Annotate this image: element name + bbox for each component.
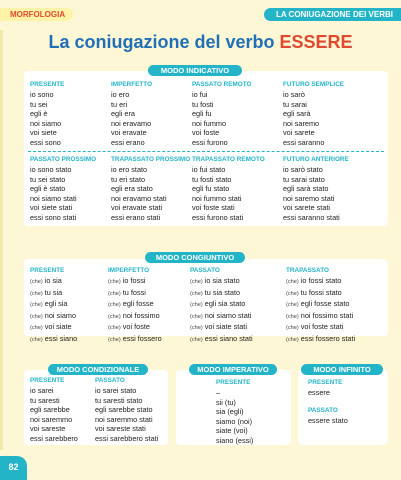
verb-form: essi furono	[192, 137, 228, 147]
verb-form: egli è	[30, 109, 48, 119]
che-prefix: (che)	[286, 336, 299, 343]
conjugation-row	[192, 100, 252, 110]
che-prefix: (che)	[30, 336, 43, 343]
conjugation-row	[111, 100, 152, 110]
verb-form: egli fu stato	[192, 184, 230, 194]
indicativo-simple-col	[111, 80, 152, 148]
verb-form: noi eravamo stati	[111, 193, 167, 203]
che-prefix: (che)	[190, 336, 203, 343]
che-prefix: (che)	[190, 290, 203, 297]
che-prefix: (che)	[190, 302, 203, 309]
verb-form: io sono	[30, 90, 54, 99]
verb-form: tu eri stato	[111, 174, 146, 184]
verb-form: io fossi	[122, 276, 146, 285]
verb-form: voi foste	[122, 322, 150, 332]
che-prefix: (che)	[30, 325, 43, 332]
condizionale-col-heading: PRESENTE	[30, 377, 65, 384]
verb-form: tu eri	[111, 99, 128, 109]
congiuntivo-col-heading: PRESENTE	[30, 267, 65, 274]
conjugation-row	[283, 128, 344, 138]
conjugation-row	[283, 90, 344, 100]
conjugation-row	[30, 128, 64, 138]
conjugation-row	[30, 213, 96, 223]
conjugation-row	[308, 388, 342, 398]
verb-form: noi saremmo stati	[95, 414, 153, 424]
verb-form: noi fossimo stati	[300, 310, 354, 320]
verb-form: noi siamo	[30, 118, 62, 128]
conjugation-row	[192, 90, 252, 100]
verb-form: tu sei stato	[30, 174, 66, 184]
verb-form: voi foste stati	[300, 322, 344, 332]
page-title	[0, 32, 401, 53]
title-prefix: La coniugazione del verbo	[48, 32, 275, 52]
verb-form: noi saremmo	[30, 414, 73, 424]
infinito-label: MODO INFINITO	[301, 364, 383, 375]
conjugation-row	[30, 175, 96, 185]
indicativo-simple-col-heading: PASSATO REMOTO	[192, 81, 252, 88]
congiuntivo-label: MODO CONGIUNTIVO	[145, 252, 245, 263]
conjugation-row	[30, 184, 96, 194]
conjugation-row	[30, 119, 64, 129]
conjugation-row	[283, 194, 349, 204]
conjugation-row	[192, 119, 252, 129]
indicativo-compound-col	[111, 155, 190, 223]
conjugation-row	[286, 334, 355, 346]
verb-form: noi fossimo	[122, 310, 160, 320]
verb-form: essi sarebbero	[30, 433, 78, 443]
conjugation-row	[108, 311, 162, 323]
verb-form: egli fosse	[122, 299, 154, 309]
che-prefix: (che)	[108, 279, 121, 285]
verb-form: essi fossero	[122, 333, 162, 343]
verb-form: noi saremo stati	[283, 193, 335, 203]
page-margin-stripe	[0, 30, 3, 450]
indicativo-compound-col	[192, 155, 265, 223]
verb-form: tu sarai stato	[283, 174, 325, 184]
che-prefix: (che)	[190, 325, 203, 332]
conjugation-row	[30, 334, 77, 346]
verb-form: essi fossero stati	[300, 333, 356, 343]
conjugation-row	[283, 109, 344, 119]
conjugation-row	[30, 386, 78, 396]
imperativo-form: siamo (noi)	[216, 416, 253, 426]
congiuntivo-col	[190, 266, 253, 346]
conjugation-row	[192, 203, 265, 213]
che-prefix: (che)	[190, 313, 203, 320]
conjugation-row	[192, 165, 265, 175]
conjugation-row	[192, 128, 252, 138]
imperativo-label: MODO IMPERATIVO	[189, 364, 277, 375]
conjugation-row	[308, 416, 348, 426]
verb-form: io fui	[192, 90, 208, 99]
verb-form: io fossi stato	[300, 276, 342, 285]
indicativo-simple-col	[30, 80, 64, 148]
congiuntivo-col	[30, 266, 77, 346]
verb-form: voi siate	[44, 322, 72, 332]
conjugation-row	[108, 288, 162, 300]
conjugation-row	[30, 288, 77, 300]
verb-form: voi eravate stati	[111, 203, 163, 213]
indicativo-compound-col-heading: TRAPASSATO REMOTO	[192, 156, 265, 163]
conjugation-row	[95, 434, 158, 444]
verb-form: io sarei	[30, 386, 54, 395]
verb-form: io sarò stato	[283, 165, 323, 174]
verb-form: tu fosti stato	[192, 174, 232, 184]
conjugation-row	[111, 184, 190, 194]
conjugation-row	[30, 203, 96, 213]
conjugation-row	[111, 119, 152, 129]
conjugation-row	[190, 334, 253, 346]
conjugation-row	[30, 100, 64, 110]
conjugation-row	[95, 424, 158, 434]
indicativo-simple-col	[283, 80, 344, 148]
indicativo-simple-col-heading: IMPERFETTO	[111, 81, 153, 88]
verb-form: egli era stato	[111, 184, 153, 194]
conjugation-row	[95, 405, 158, 415]
conjugation-row	[283, 175, 349, 185]
conjugation-row	[30, 194, 96, 204]
condizionale-label: MODO CONDIZIONALE	[48, 364, 148, 375]
indicativo-simple-col-heading: FUTURO SEMPLICE	[283, 81, 345, 88]
verb-form: io sia stato	[204, 276, 240, 285]
verb-form: io sono stato	[30, 165, 72, 174]
che-prefix: (che)	[30, 279, 43, 285]
imperativo-form: siano (essi)	[216, 435, 254, 445]
verb-form: essi erano stati	[111, 212, 161, 222]
verb-form: voi sareste	[30, 424, 66, 434]
verb-form: egli era	[111, 109, 135, 119]
verb-form: tu sia	[44, 287, 63, 297]
conjugation-row	[30, 424, 78, 434]
che-prefix: (che)	[286, 302, 299, 309]
verb-form: tu fossi stato	[300, 287, 342, 297]
conjugation-row	[190, 288, 253, 300]
conjugation-row	[108, 334, 162, 346]
indicativo-compound-col	[30, 155, 96, 223]
conjugation-row	[30, 311, 77, 323]
infinito-col-heading: PRESENTE	[308, 379, 343, 386]
conjugation-row	[30, 90, 64, 100]
conjugation-row	[30, 299, 77, 311]
indicativo-label: MODO INDICATIVO	[148, 65, 242, 76]
che-prefix: (che)	[30, 302, 43, 309]
verb-form: voi foste stati	[192, 203, 235, 213]
conjugation-row	[30, 138, 64, 148]
indicativo-divider	[28, 151, 384, 152]
conjugation-row	[111, 175, 190, 185]
verb-form: essi saranno stati	[283, 212, 340, 222]
indicativo-simple-col-heading: PRESENTE	[30, 81, 65, 88]
che-prefix: (che)	[108, 313, 121, 320]
conjugation-row	[286, 322, 355, 334]
condizionale-col	[95, 376, 158, 444]
verb-form: tu sarai	[283, 99, 307, 109]
conjugation-row	[283, 100, 344, 110]
verb-form: voi siate stati	[204, 322, 247, 332]
conjugation-row	[111, 194, 190, 204]
conjugation-row	[286, 311, 355, 323]
conjugation-row	[192, 213, 265, 223]
verb-form: io fui stato	[192, 165, 226, 174]
conjugation-row	[192, 109, 252, 119]
conjugation-row	[192, 138, 252, 148]
che-prefix: (che)	[286, 290, 299, 297]
conjugation-row	[283, 203, 349, 213]
verb-form: tu fossi	[122, 287, 146, 297]
verb-form: noi eravamo	[111, 118, 152, 128]
verb-form: tu sei	[30, 99, 48, 109]
che-prefix: (che)	[286, 325, 299, 332]
che-prefix: (che)	[286, 313, 299, 320]
verb-form: io ero	[111, 90, 130, 99]
conjugation-row	[108, 299, 162, 311]
title-verb: ESSERE	[279, 32, 353, 52]
imperativo-heading: PRESENTE	[216, 379, 251, 386]
conjugation-row	[30, 322, 77, 334]
conjugation-row	[190, 311, 253, 323]
conjugation-row	[111, 138, 152, 148]
infinito-col-heading: PASSATO	[308, 407, 338, 414]
verb-form: egli sarà stato	[283, 184, 329, 194]
verb-form: voi sarete	[283, 128, 315, 138]
conjugation-row	[30, 405, 78, 415]
verb-form: egli sarà	[283, 109, 311, 119]
verb-form: tu sia stato	[204, 287, 241, 297]
verb-form: essere stato	[308, 416, 348, 425]
conjugation-row	[30, 109, 64, 119]
verb-form: egli sarebbe stato	[95, 405, 153, 415]
congiuntivo-col-heading: PASSATO	[190, 267, 220, 274]
che-prefix: (che)	[108, 336, 121, 343]
congiuntivo-col	[286, 266, 355, 346]
conjugation-row	[283, 213, 349, 223]
indicativo-compound-col-heading: FUTURO ANTERIORE	[283, 156, 349, 163]
congiuntivo-col	[108, 266, 162, 346]
verb-form: egli sarebbe	[30, 405, 70, 415]
indicativo-compound-col-heading: PASSATO PROSSIMO	[30, 156, 97, 163]
verb-form: egli fosse stato	[300, 299, 350, 309]
verb-form: io sia	[44, 276, 62, 285]
conjugation-row	[283, 165, 349, 175]
verb-form: essi sarebbero stati	[95, 433, 159, 443]
verb-form: essi saranno	[283, 137, 325, 147]
che-prefix: (che)	[108, 290, 121, 297]
conjugation-row	[192, 175, 265, 185]
che-prefix: (che)	[108, 302, 121, 309]
conjugation-row	[286, 299, 355, 311]
imperativo-form: sia (egli)	[216, 407, 244, 417]
conjugation-row	[108, 322, 162, 334]
congiuntivo-col-heading: IMPERFETTO	[108, 267, 150, 274]
conjugation-row	[111, 90, 152, 100]
verb-form: essere	[308, 388, 330, 397]
conjugation-row	[111, 109, 152, 119]
conjugation-row	[190, 299, 253, 311]
conjugation-row	[30, 396, 78, 406]
verb-form: essi sono stati	[30, 212, 77, 222]
verb-form: essi erano	[111, 137, 145, 147]
conjugation-row	[30, 165, 96, 175]
verb-form: noi siamo stati	[204, 310, 252, 320]
conjugation-row	[30, 415, 78, 425]
conjugation-row	[95, 396, 158, 406]
verb-form: egli sia stato	[204, 299, 246, 309]
verb-form: io sarò	[283, 90, 305, 99]
verb-form: io ero stato	[111, 165, 148, 174]
verb-form: noi siamo	[44, 310, 77, 320]
verb-form: essi siano stati	[204, 333, 253, 343]
conjugation-row	[283, 138, 344, 148]
imperativo-form: sii (tu)	[216, 397, 236, 407]
indicativo-compound-col	[283, 155, 349, 223]
che-prefix: (che)	[30, 290, 43, 297]
verb-form: voi siete stati	[30, 203, 73, 213]
infinito-col	[308, 378, 342, 398]
verb-form: noi fummo	[192, 118, 227, 128]
conjugation-row	[108, 276, 162, 288]
che-prefix: (che)	[30, 313, 43, 320]
conjugation-row	[286, 276, 355, 288]
infinito-col	[308, 406, 348, 426]
verb-form: egli sia	[44, 299, 68, 309]
condizionale-col	[30, 376, 78, 444]
conjugation-row	[286, 288, 355, 300]
section-tab: MORFOLOGIA	[0, 8, 73, 21]
imperativo-form: siate (voi)	[216, 426, 248, 436]
verb-form: tu saresti	[30, 395, 60, 405]
verb-form: egli è stato	[30, 184, 66, 194]
verb-form: essi sono	[30, 137, 61, 147]
page-number: 82	[0, 456, 27, 480]
conjugation-row	[192, 194, 265, 204]
verb-form: tu saresti stato	[95, 395, 143, 405]
verb-form: noi saremo	[283, 118, 320, 128]
congiuntivo-col-heading: TRAPASSATO	[286, 267, 329, 274]
conjugation-row	[111, 128, 152, 138]
imperativo-col	[216, 378, 253, 446]
verb-form: tu fosti	[192, 99, 214, 109]
verb-form: voi eravate	[111, 128, 147, 138]
che-prefix: (che)	[108, 325, 121, 332]
verb-form: noi siamo stati	[30, 193, 77, 203]
conjugation-row	[95, 386, 158, 396]
condizionale-col-heading: PASSATO	[95, 377, 125, 384]
conjugation-row	[111, 213, 190, 223]
conjugation-row	[192, 184, 265, 194]
conjugation-row	[190, 276, 253, 288]
verb-form: voi sarete stati	[283, 203, 331, 213]
verb-form: voi foste	[192, 128, 220, 138]
verb-form: voi sareste stati	[95, 424, 146, 434]
topic-tab: LA CONIUGAZIONE DEI VERBI	[264, 8, 401, 21]
che-prefix: (che)	[190, 279, 203, 285]
conjugation-row	[111, 203, 190, 213]
verb-form: noi fummo stati	[192, 193, 242, 203]
conjugation-row	[190, 322, 253, 334]
che-prefix: (che)	[286, 279, 299, 285]
verb-form: voi siete	[30, 128, 57, 138]
verb-form: essi siano	[44, 333, 78, 343]
verb-form: io sarei stato	[95, 386, 137, 395]
conjugation-row	[95, 415, 158, 425]
verb-form: essi furono stati	[192, 212, 244, 222]
conjugation-row	[30, 276, 77, 288]
verb-form: egli fu	[192, 109, 212, 119]
imperativo-form: –	[216, 388, 221, 397]
conjugation-row	[111, 165, 190, 175]
conjugation-row	[30, 434, 78, 444]
indicativo-compound-col-heading: TRAPASSATO PROSSIMO	[111, 156, 191, 163]
conjugation-row	[283, 119, 344, 129]
conjugation-row	[283, 184, 349, 194]
indicativo-simple-col	[192, 80, 252, 148]
